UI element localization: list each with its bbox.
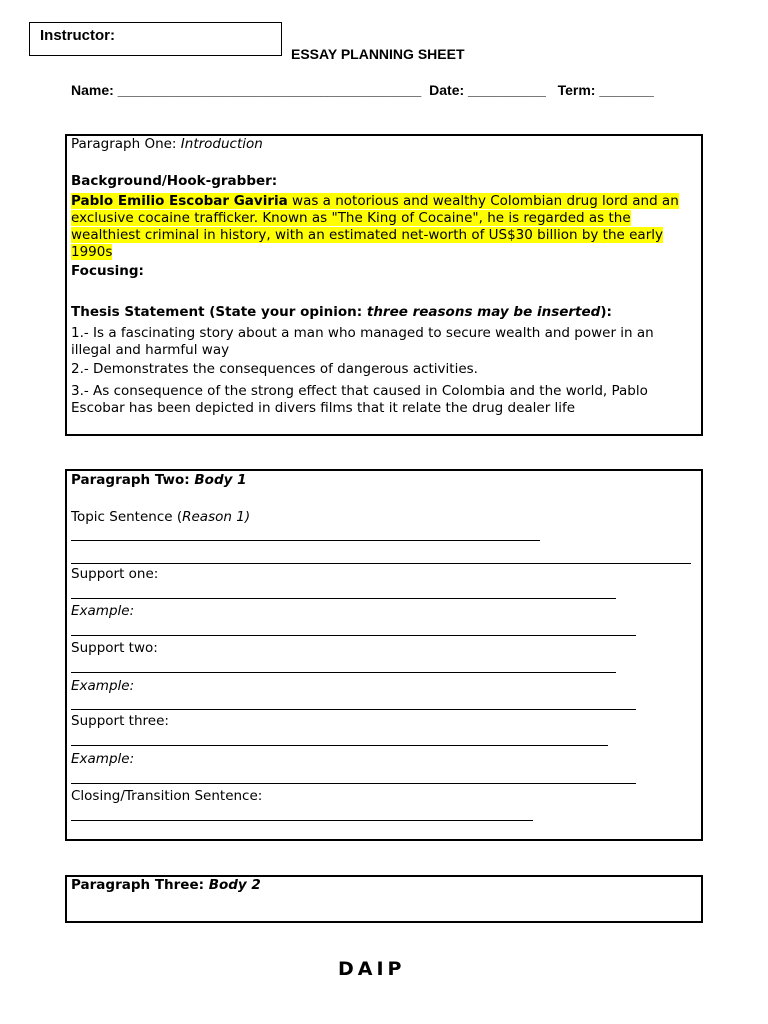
support-three-label: Support three: [71,713,169,729]
topic-answer-line-2[interactable] [71,563,691,564]
reason-3-line-2: Escobar has been depicted in divers films that it relate the drug dealer life [71,400,576,416]
instructor-label: Instructor: [40,27,115,44]
reason-1-line-1: 1.- Is a fascinating story about a man who managed to secure wealth and power in an [71,325,654,341]
support-three-line[interactable] [71,745,608,746]
closing-sentence-line[interactable] [71,820,533,821]
date-label: Date: [429,82,465,98]
name-label: Name: [71,82,114,98]
topic-answer-line-1[interactable] [71,540,540,541]
closing-sentence-label: Closing/Transition Sentence: [71,788,263,804]
reason-3-line-1: 3.- As consequence of the strong effect that caused in Colombia and the world, Pablo [71,383,648,399]
term-blank[interactable]: _______ [599,82,654,98]
hook-line-3: wealthiest criminal in history, with an estimated net-worth of US$30 billion by the early [71,227,663,243]
example-3-label: Example: [71,751,135,767]
example-1-label: Example: [71,603,135,619]
paragraph-two-heading: Paragraph Two: Body 1 [71,472,247,488]
thesis-label: Thesis Statement (State your opinion: three reasons may be inserted): [71,304,612,320]
background-label: Background/Hook-grabber: [71,173,278,189]
hook-name: Pablo Emilio Escobar Gaviria [71,193,288,209]
hook-line-2: exclusive cocaine trafficker. Known as "The King of Cocaine", he is regarded as the [71,210,631,226]
example-2-label: Example: [71,678,135,694]
example-2-line[interactable] [71,709,636,710]
support-two-line[interactable] [71,672,616,673]
example-1-line[interactable] [71,635,636,636]
focusing-label: Focusing: [71,263,144,279]
support-one-line[interactable] [71,598,616,599]
example-3-line[interactable] [71,783,636,784]
date-blank[interactable]: __________ [468,82,546,98]
page-title: ESSAY PLANNING SHEET [291,46,465,62]
hook-line-4: 1990s [71,244,113,260]
paragraph-three-heading: Paragraph Three: Body 2 [71,877,261,893]
name-date-term-row [71,82,654,98]
reason-1-line-2: illegal and harmful way [71,342,230,358]
topic-sentence-label: Topic Sentence (Reason 1) [71,509,251,525]
term-label: Term: [557,82,596,98]
reason-2: 2.- Demonstrates the consequences of dangerous activities. [71,361,478,377]
support-two-label: Support two: [71,640,158,656]
hook-line-1: Pablo Emilio Escobar Gaviria was a notorious and wealthy Colombian drug lord and an [71,193,679,209]
support-one-label: Support one: [71,566,159,582]
paragraph-one-heading: Paragraph One: Introduction [71,136,263,152]
instructor-field[interactable] [29,22,282,56]
daip-logo: DAIP [338,958,406,980]
name-blank[interactable]: _______________________________________ [117,82,422,98]
